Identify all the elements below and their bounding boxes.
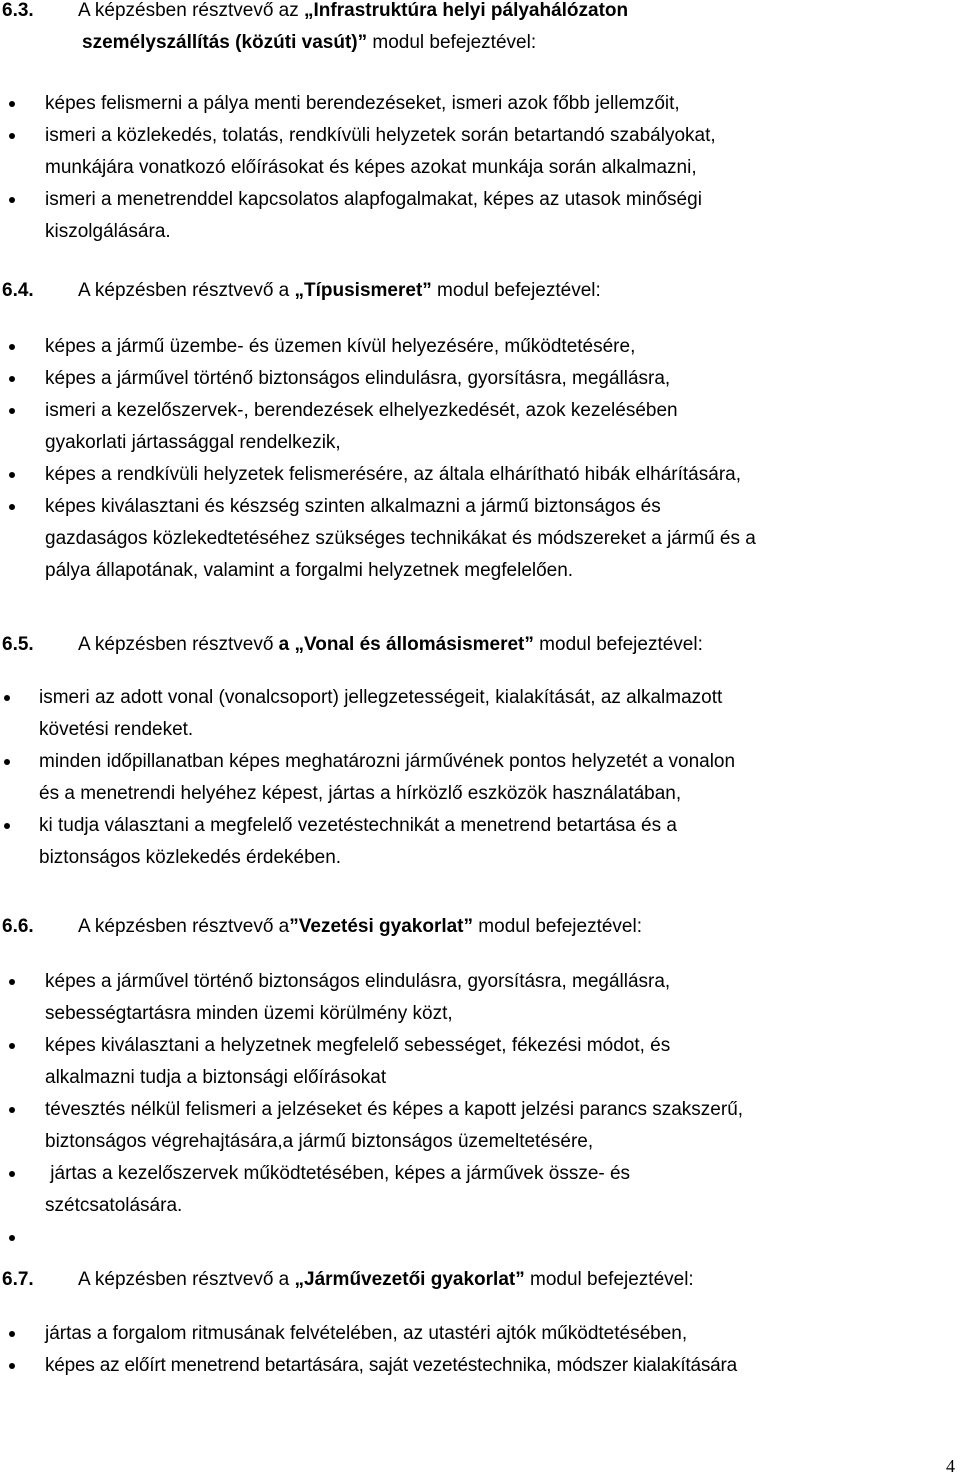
heading-prefix: A képzésben résztvevő a xyxy=(78,280,295,301)
bullet-icon xyxy=(9,376,15,382)
module-name: ”Vezetési gyakorlat” xyxy=(289,916,474,937)
bullet-icon xyxy=(9,1171,15,1177)
list-item: képes a jármű üzembe- és üzemen kívül helyezésére, működtetésére, xyxy=(0,331,960,363)
bullet-icon xyxy=(9,408,15,414)
bullet-icon xyxy=(4,695,10,701)
bullet-icon xyxy=(9,101,15,107)
heading-prefix: A képzésben résztvevő a xyxy=(78,916,290,937)
list-item: ismeri a kezelőszervek-, berendezések elhelyezkedését, azok kezelésében gyakorlati jártassággal rendelkezik, xyxy=(0,395,960,459)
list-item: képes felismerni a pálya menti berendezéseket, ismeri azok főbb jellemzőit, xyxy=(0,88,960,120)
bullet-icon xyxy=(9,472,15,478)
list-item: jártas a forgalom ritmusának felvételében, az utastéri ajtók működtetésében, xyxy=(0,1318,960,1350)
bullet-icon xyxy=(9,504,15,510)
section-6-7-heading xyxy=(2,1269,694,1291)
bullet-icon xyxy=(4,823,10,829)
bullet-icon xyxy=(9,1043,15,1049)
heading-prefix: A képzésben résztvevő az xyxy=(78,0,305,21)
list-item: képes a járművel történő biztonságos elindulásra, gyorsításra, megállásra, xyxy=(0,363,960,395)
section-number: 6.6. xyxy=(2,916,34,937)
list-item: ismeri a közlekedés, tolatás, rendkívüli helyzetek során betartandó szabályokat, munkájára vonatkozó előírásokat és képes azokat munkája során alkalmazni, xyxy=(0,120,960,184)
heading-prefix: A képzésben résztvevő a xyxy=(78,1269,295,1290)
section-6-4-heading xyxy=(2,280,601,302)
list-item: ki tudja választani a megfelelő vezetéstechnikát a menetrend betartása és a biztonságos közlekedés érdekében. xyxy=(0,810,960,874)
bullet-icon xyxy=(9,1363,15,1369)
module-name-line1: „Infrastruktúra helyi pályahálózaton xyxy=(304,0,629,21)
section-6-5-heading xyxy=(2,634,703,656)
section-6-7-list xyxy=(0,1318,960,1382)
section-6-3-list xyxy=(0,88,960,248)
heading-suffix: modul befejeztével: xyxy=(533,634,703,655)
module-name: a „Vonal és állomásismeret” xyxy=(278,634,534,655)
heading-suffix: modul befejeztével: xyxy=(473,916,643,937)
heading-prefix: A képzésben résztvevő xyxy=(78,634,279,655)
bullet-icon xyxy=(9,133,15,139)
heading-suffix: modul befejeztével: xyxy=(524,1269,694,1290)
list-item: ismeri a menetrenddel kapcsolatos alapfogalmakat, képes az utasok minőségi kiszolgálására. xyxy=(0,184,960,248)
list-item: képes kiválasztani a helyzetnek megfelelő sebességet, fékezési módot, és alkalmazni tudja a biztonsági előírásokat xyxy=(0,1030,960,1094)
bullet-icon xyxy=(9,979,15,985)
section-6-5-list xyxy=(0,682,960,874)
bullet-icon xyxy=(9,1107,15,1113)
section-number: 6.3. xyxy=(2,0,34,21)
list-item: képes a járművel történő biztonságos elindulásra, gyorsításra, megállásra, sebességtartásra minden üzemi körülmény közt, xyxy=(0,966,960,1030)
list-item xyxy=(0,1222,960,1254)
section-6-3-heading xyxy=(2,0,629,53)
bullet-icon xyxy=(9,344,15,350)
module-name: „Típusismeret” xyxy=(294,280,432,301)
section-number: 6.5. xyxy=(2,634,34,655)
page-number: 4 xyxy=(946,1456,955,1476)
list-item: jártas a kezelőszervek működtetésében, képes a járművek össze- és szétcsatolására. xyxy=(0,1158,960,1222)
heading-suffix: modul befejeztével: xyxy=(367,32,537,53)
section-6-6-heading xyxy=(2,916,642,938)
bullet-icon xyxy=(9,1331,15,1337)
section-6-4-list xyxy=(0,331,960,587)
section-6-6-list xyxy=(0,966,960,1254)
module-name-line2: személyszállítás (közúti vasút)” xyxy=(82,32,368,53)
bullet-icon xyxy=(9,1235,15,1241)
list-item: minden időpillanatban képes meghatározni járművének pontos helyzetét a vonalon és a menetrendi helyéhez képest, jártas a hírközlő eszközök használatában, xyxy=(0,746,960,810)
section-number: 6.4. xyxy=(2,280,34,301)
list-item: tévesztés nélkül felismeri a jelzéseket és képes a kapott jelzési parancs szakszerű, biztonságos végrehajtására,a jármű biztonságos üzemeltetésére, xyxy=(0,1094,960,1158)
list-item: ismeri az adott vonal (vonalcsoport) jellegzetességeit, kialakítását, az alkalmazott követési rendeket. xyxy=(0,682,960,746)
section-number: 6.7. xyxy=(2,1269,34,1290)
module-name: „Járművezetői gyakorlat” xyxy=(294,1269,525,1290)
list-item: képes kiválasztani és készség szinten alkalmazni a jármű biztonságos és gazdaságos közlekedtetéséhez szükséges technikákat és módszereket a jármű és a pálya állapotának, valamint a forgalmi helyzetnek megfelelően. xyxy=(0,491,960,587)
heading-suffix: modul befejeztével: xyxy=(431,280,601,301)
list-item: képes az előírt menetrend betartására, saját vezetéstechnika, módszer kialakítására xyxy=(0,1350,960,1382)
bullet-icon xyxy=(4,759,10,765)
bullet-icon xyxy=(9,197,15,203)
list-item: képes a rendkívüli helyzetek felismerésére, az általa elhárítható hibák elhárítására, xyxy=(0,459,960,491)
